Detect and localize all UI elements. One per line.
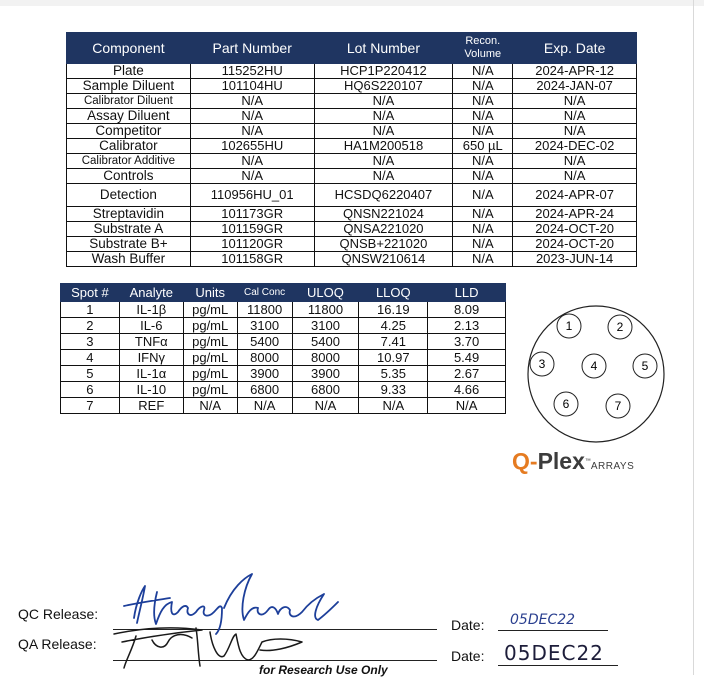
cell-component: Wash Buffer [67,252,191,267]
cell-component: Competitor [67,124,191,139]
cell-analyte: IL-1β [119,302,183,318]
header-uloq: ULOQ [292,284,359,302]
component-row [67,79,637,94]
qc-release-label: QC Release: [18,606,99,622]
cell-exp-date: N/A [513,124,637,139]
cell-lot-number: QNSB+221020 [314,237,453,252]
cell-recon-volume: 650 µL [453,139,513,154]
cell-uloq: 3900 [292,366,359,382]
cell-lloq: 16.19 [359,302,428,318]
cell-recon-volume: N/A [453,154,513,169]
qplex-logo [512,448,634,478]
cell-recon-volume: N/A [453,109,513,124]
component-row [67,169,637,184]
cell-exp-date: 2024-OCT-20 [513,222,637,237]
component-row [67,207,637,222]
cell-cal: 8000 [237,350,292,366]
cell-part-number: 101173GR [190,207,314,222]
page-top-edge [0,0,704,6]
cell-part-number: N/A [190,94,314,109]
qc-date-label: Date: [451,617,485,633]
cell-recon-volume: N/A [453,222,513,237]
cell-recon-volume: N/A [453,207,513,222]
header-spot: Spot # [61,284,120,302]
cell-exp-date: 2024-DEC-02 [513,139,637,154]
cell-recon-volume: N/A [453,237,513,252]
cell-lloq: 4.25 [359,318,428,334]
cell-cal: 11800 [237,302,292,318]
cell-lld: 2.13 [428,318,506,334]
cell-part-number: N/A [190,154,314,169]
cell-lot-number: QNSW210614 [314,252,453,267]
cell-spot: 2 [61,318,120,334]
spot-row [61,318,506,334]
cell-recon-volume: N/A [453,64,513,79]
header-lld: LLD [428,284,506,302]
cell-spot: 5 [61,366,120,382]
cell-exp-date: 2024-JAN-07 [513,79,637,94]
logo-q: Q- [512,448,538,474]
cell-cal: 6800 [237,382,292,398]
qa-date-line [498,665,618,666]
header-lloq: LLOQ [359,284,428,302]
header-recon-volume: Recon. Volume [453,33,513,64]
cell-lloq: N/A [359,398,428,414]
component-row [67,64,637,79]
cell-analyte: IFNγ [119,350,183,366]
header-component: Component [67,33,191,64]
spot-label: 4 [590,359,598,373]
cell-exp-date: N/A [513,154,637,169]
cell-component: Calibrator [67,139,191,154]
cell-exp-date: 2024-OCT-20 [513,237,637,252]
spot-circles [530,314,657,418]
cell-exp-date: N/A [513,169,637,184]
spot-row [61,382,506,398]
spot-label: 3 [538,357,546,371]
component-row [67,154,637,169]
component-row [67,252,637,267]
cell-uloq: N/A [292,398,359,414]
cell-uloq: 5400 [292,334,359,350]
cell-part-number: 101120GR [190,237,314,252]
cell-cal: 3100 [237,318,292,334]
cell-lloq: 9.33 [359,382,428,398]
cell-component: Calibrator Additive [67,154,191,169]
spot-layout-diagram [522,305,670,443]
cell-lot-number: N/A [314,94,453,109]
cell-component: Substrate A [67,222,191,237]
cell-recon-volume: N/A [453,79,513,94]
cell-spot: 7 [61,398,120,414]
header-cal-conc: Cal Conc [237,284,292,302]
cell-recon-volume: N/A [453,184,513,207]
cell-part-number: 115252HU [190,64,314,79]
qc-date-line [498,630,608,631]
cell-component: Controls [67,169,191,184]
cell-exp-date: 2023-JUN-14 [513,252,637,267]
cell-analyte: IL-6 [119,318,183,334]
cell-spot: 1 [61,302,120,318]
cell-analyte: REF [119,398,183,414]
component-table-body [67,64,637,267]
cell-lot-number: HQ6S220107 [314,79,453,94]
component-row [67,237,637,252]
cell-part-number: 101104HU [190,79,314,94]
header-exp-date: Exp. Date [513,33,637,64]
cell-lloq: 10.97 [359,350,428,366]
component-table [66,32,637,267]
logo-plex: Plex [537,448,585,474]
cell-lot-number: HA1M200518 [314,139,453,154]
cell-part-number: N/A [190,124,314,139]
header-analyte: Analyte [119,284,183,302]
spot-row [61,350,506,366]
cell-units: pg/mL [183,366,237,382]
page-right-edge [693,0,694,675]
cell-lot-number: N/A [314,124,453,139]
cell-lld: N/A [428,398,506,414]
cell-exp-date: 2024-APR-24 [513,207,637,222]
cell-exp-date: 2024-APR-07 [513,184,637,207]
spot-label: 7 [614,399,622,413]
cell-cal: 5400 [237,334,292,350]
cell-part-number: 101159GR [190,222,314,237]
spot-row [61,366,506,382]
header-lot-number: Lot Number [314,33,453,64]
cell-lld: 2.67 [428,366,506,382]
cell-component: Detection [67,184,191,207]
spot-label: 1 [565,319,573,333]
cell-part-number: N/A [190,109,314,124]
cell-units: pg/mL [183,302,237,318]
spot-row [61,398,506,414]
cell-component: Plate [67,64,191,79]
cell-recon-volume: N/A [453,252,513,267]
component-row [67,184,637,207]
spot-row [61,334,506,350]
cell-lot-number: N/A [314,169,453,184]
cell-analyte: IL-10 [119,382,183,398]
cell-lloq: 5.35 [359,366,428,382]
logo-arrays: ARRAYS [590,461,635,472]
spot-row [61,302,506,318]
cell-units: pg/mL [183,350,237,366]
cell-component: Sample Diluent [67,79,191,94]
cell-units: pg/mL [183,318,237,334]
cell-lld: 5.49 [428,350,506,366]
cell-component: Streptavidin [67,207,191,222]
component-row [67,94,637,109]
cell-uloq: 11800 [292,302,359,318]
cell-units: pg/mL [183,334,237,350]
cell-lld: 3.70 [428,334,506,350]
spot-table-body [61,302,506,414]
component-row [67,222,637,237]
cell-spot: 4 [61,350,120,366]
cell-exp-date: N/A [513,109,637,124]
cell-part-number: 102655HU [190,139,314,154]
header-units: Units [183,284,237,302]
cell-exp-date: 2024-APR-12 [513,64,637,79]
cell-uloq: 8000 [292,350,359,366]
logo-tm: ™ [584,458,591,465]
cell-uloq: 3100 [292,318,359,334]
qa-date-label: Date: [451,648,485,664]
component-row [67,139,637,154]
cell-cal: 3900 [237,366,292,382]
spot-label: 5 [641,359,649,373]
cell-units: pg/mL [183,382,237,398]
cell-lld: 8.09 [428,302,506,318]
cell-analyte: TNFα [119,334,183,350]
cell-lot-number: N/A [314,109,453,124]
cell-part-number: 101158GR [190,252,314,267]
cell-analyte: IL-1α [119,366,183,382]
cell-component: Substrate B+ [67,237,191,252]
cell-exp-date: N/A [513,94,637,109]
qa-date-value: 05DEC22 [504,641,604,665]
component-row [67,109,637,124]
cell-spot: 3 [61,334,120,350]
header-part-number: Part Number [190,33,314,64]
cell-cal: N/A [237,398,292,414]
cell-lot-number: QNSN221024 [314,207,453,222]
cell-uloq: 6800 [292,382,359,398]
spot-table [60,283,506,414]
cell-lot-number: N/A [314,154,453,169]
cell-lot-number: HCSDQ6220407 [314,184,453,207]
cell-lot-number: HCP1P220412 [314,64,453,79]
qc-date-value: 05DEC22 [510,612,576,628]
qa-release-label: QA Release: [18,636,97,652]
component-row [67,124,637,139]
cell-lld: 4.66 [428,382,506,398]
spot-label: 2 [616,320,624,334]
cell-recon-volume: N/A [453,94,513,109]
cell-component: Assay Diluent [67,109,191,124]
cell-spot: 6 [61,382,120,398]
cell-lloq: 7.41 [359,334,428,350]
cell-recon-volume: N/A [453,124,513,139]
research-use-note: for Research Use Only [259,663,388,677]
cell-component: Calibrator Diluent [67,94,191,109]
cell-part-number: N/A [190,169,314,184]
spot-label: 6 [562,397,570,411]
cell-lot-number: QNSA221020 [314,222,453,237]
cell-part-number: 110956HU_01 [190,184,314,207]
cell-recon-volume: N/A [453,169,513,184]
cell-units: N/A [183,398,237,414]
